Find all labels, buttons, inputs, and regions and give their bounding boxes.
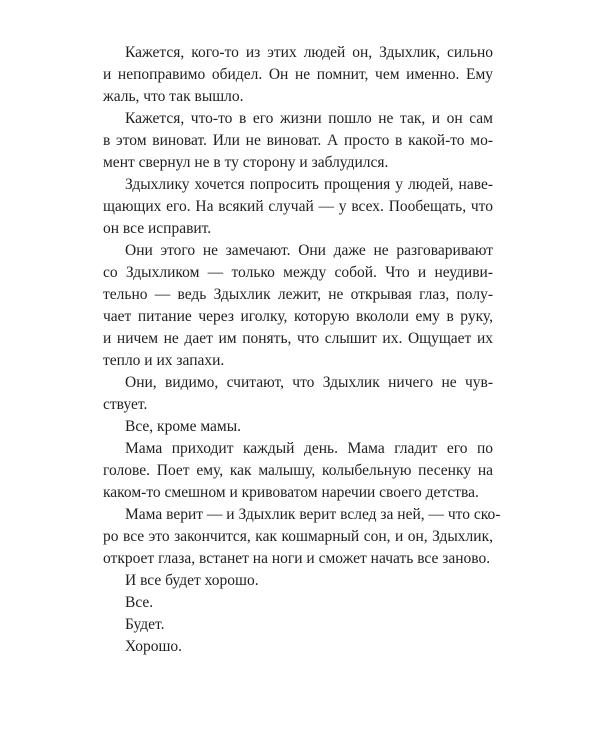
text-line: Они, видимо, считают, что Здыхлик ничего не чув- (125, 374, 493, 391)
paragraph (103, 174, 493, 240)
text-line: И все будет хорошо. (125, 572, 259, 589)
text-line: в этом виноват. Или не виноват. А просто в какой-то мо- (103, 132, 493, 149)
paragraph (103, 438, 493, 504)
text-line: Все, кроме мамы. (125, 418, 242, 435)
paragraph (103, 108, 493, 174)
text-line: Мама приходит каждый день. Мама гладит его по (125, 440, 493, 457)
text-line: Хорошо. (125, 638, 183, 655)
body-text (103, 42, 501, 658)
text-line: откроет глаза, встанет на ноги и сможет начать все заново. (103, 550, 491, 567)
text-line: тепло и их запахи. (103, 352, 225, 369)
text-line: Мама верит — и Здыхлик верит вслед за ней, — что ско- (125, 506, 501, 523)
text-line: и непоправимо обидел. Он не помнит, чем именно. Ему (103, 66, 493, 83)
text-line: жаль, что так вышло. (103, 88, 244, 105)
text-line: ствует. (103, 396, 148, 413)
text-line: Кажется, что-то в его жизни пошло не так, и он сам (125, 110, 493, 127)
text-line: щающих его. На всякий случай — у всех. Пообещать, что (103, 198, 493, 215)
text-line: каком-то смешном и кривоватом наречии своего детства. (103, 484, 479, 501)
text-line: Они этого не замечают. Они даже не разговаривают (125, 242, 493, 259)
text-line: ро все это закончится, как кошмарный сон, и он, Здыхлик, (103, 528, 493, 545)
text-line: Кажется, кого-то из этих людей он, Здыхлик, сильно (125, 44, 493, 61)
text-line: Здыхлику хочется попросить прощения у людей, наве- (125, 176, 493, 193)
text-line: тельно — ведь Здыхлик лежит, не открывая глаз, полу- (103, 286, 493, 303)
paragraph (103, 372, 493, 416)
paragraph (103, 504, 501, 570)
paragraph (103, 636, 493, 658)
text-line: чает питание через иголку, которую вкололи ему в руку, (103, 308, 493, 325)
paragraph (103, 42, 493, 108)
text-line: голове. Поет ему, как малышу, колыбельную песенку на (103, 462, 493, 479)
paragraph (103, 592, 493, 614)
text-line: со Здыхликом — только между собой. Что и неудиви- (103, 264, 493, 281)
paragraph (103, 240, 493, 372)
text-line: и ничем не дает им понять, что слышит их. Ощущает их (103, 330, 493, 347)
paragraph (103, 416, 493, 438)
paragraph (103, 570, 493, 592)
text-line: мент свернул не в ту сторону и заблудился. (103, 154, 389, 171)
text-line: Будет. (125, 616, 165, 633)
text-line: он все исправит. (103, 220, 212, 237)
paragraph (103, 614, 493, 636)
text-line: Все. (125, 594, 154, 611)
